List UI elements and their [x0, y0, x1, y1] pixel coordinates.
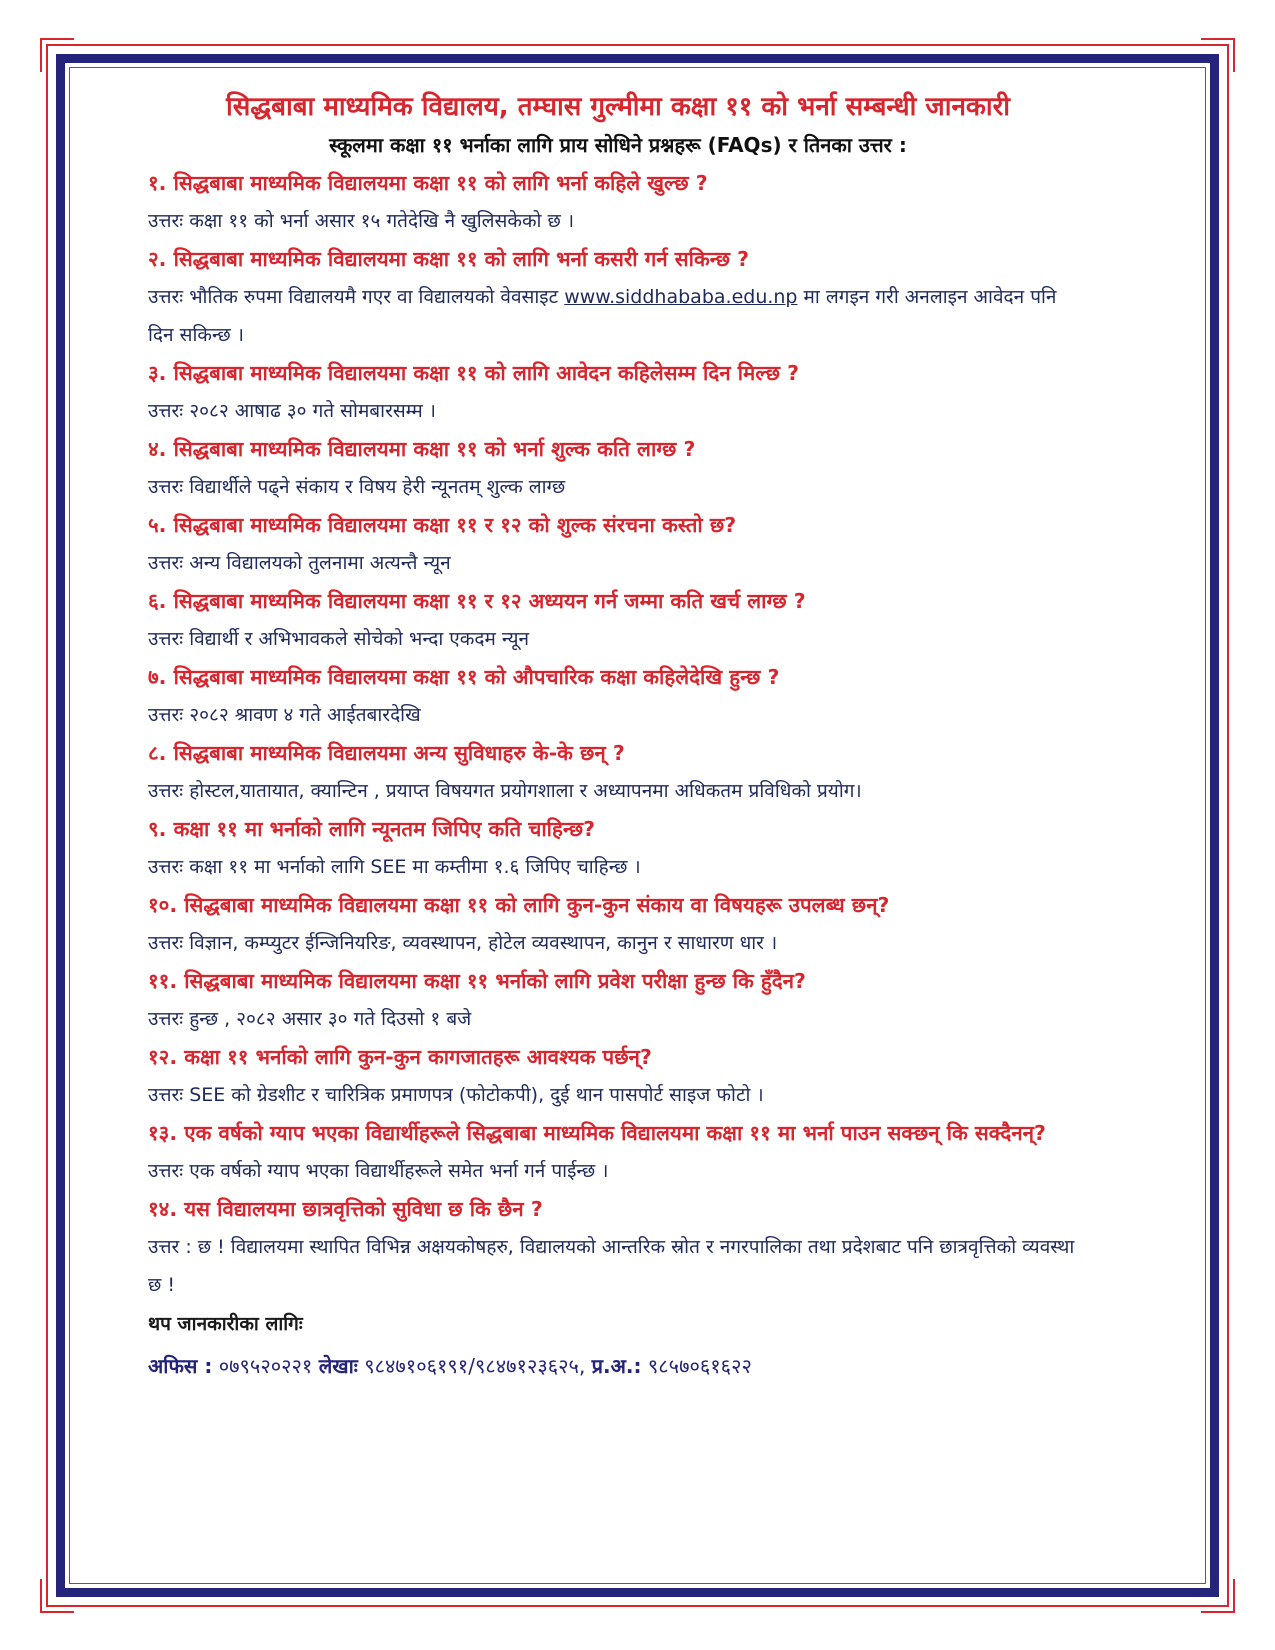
headteacher-label: प्र.अ.: [591, 1354, 642, 1378]
faq-answer-text: उत्तरः भौतिक रुपमा विद्यालयमै गएर वा विद्यालयको वेवसाइट [148, 286, 565, 308]
faq-answer: उत्तरः SEE को ग्रेडशीट र चारित्रिक प्रमाणपत्र (फोटोकपी), दुई थान पासपोर्ट साइज फोटो । [148, 1084, 764, 1106]
faq-answer: उत्तरः २०८२ आषाढ ३० गते सोमबारसम्म । [148, 400, 436, 422]
faq-answer: उत्तरः एक वर्षको ग्याप भएका विद्यार्थीहरूले समेत भर्ना गर्न पाईन्छ । [148, 1160, 609, 1182]
faq-answer: उत्तरः अन्य विद्यालयको तुलनामा अत्यन्तै न्यून [148, 552, 451, 574]
faq-question: २. सिद्धबाबा माध्यमिक विद्यालयमा कक्षा ११ को लागि भर्ना कसरी गर्न सकिन्छ ? [148, 247, 749, 271]
faq-answer: उत्तरः विद्यार्थी र अभिभावकले सोचेको भन्दा एकदम न्यून [148, 628, 530, 650]
faq-answer: उत्तरः २०८२ श्रावण ४ गते आईतबारदेखि [148, 704, 421, 726]
faq-question: ५. सिद्धबाबा माध्यमिक विद्यालयमा कक्षा ११ र १२ को शुल्क संरचना कस्तो छ? [148, 513, 737, 537]
accounts-label: लेखाः [318, 1354, 358, 1378]
faq-question: ९. कक्षा ११ मा भर्नाको लागि न्यूनतम जिपिए कति चाहिन्छ? [148, 817, 595, 841]
more-info-heading: थप जानकारीका लागिः [148, 1313, 303, 1335]
faq-answer: उत्तरः विज्ञान, कम्प्युटर ईन्जिनियरिङ, व्यवस्थापन, होटेल व्यवस्थापन, कानुन र साधारण धार । [148, 932, 778, 954]
faq-answer: उत्तरः हुन्छ , २०८२ असार ३० गते दिउसो १ बजे [148, 1008, 472, 1030]
page-subtitle: स्कूलमा कक्षा ११ भर्नाका लागि प्राय सोधिने प्रश्नहरू (FAQs) र तिनका उत्तर : [329, 133, 907, 157]
faq-question: १०. सिद्धबाबा माध्यमिक विद्यालयमा कक्षा ११ को लागि कुन-कुन संकाय वा विषयहरू उपलब्ध छन्? [148, 893, 890, 917]
office-label: अफिस : [148, 1354, 213, 1378]
faq-question: ६. सिद्धबाबा माध्यमिक विद्यालयमा कक्षा ११ र १२ अध्ययन गर्न जम्मा कति खर्च लाग्छ ? [148, 589, 806, 613]
faq-answer: उत्तरः विद्यार्थीले पढ्ने संकाय र विषय हेरी न्यूनतम् शुल्क लाग्छ [148, 476, 566, 498]
contact-line [148, 1344, 1088, 1388]
faq-answer: उत्तरः होस्टल,यातायात, क्यान्टिन , प्रयाप्त विषयगत प्रयोगशाला र अध्यापनमा अधिकतम प्रविधिको प्रयोग। [148, 780, 862, 802]
faq-answer [148, 278, 1088, 354]
border-corner-ornament [1201, 1579, 1235, 1613]
faq-question: ३. सिद्धबाबा माध्यमिक विद्यालयमा कक्षा ११ को लागि आवेदन कहिलेसम्म दिन मिल्छ ? [148, 361, 799, 385]
faq-question: ११. सिद्धबाबा माध्यमिक विद्यालयमा कक्षा ११ भर्नाको लागि प्रवेश परीक्षा हुन्छ कि हुँदैन? [148, 969, 806, 993]
faq-question: ४. सिद्धबाबा माध्यमिक विद्यालयमा कक्षा ११ को भर्ना शुल्क कति लाग्छ ? [148, 437, 696, 461]
website-link[interactable]: www.siddhababa.edu.np [564, 286, 798, 308]
border-corner-ornament [1201, 38, 1235, 72]
border-corner-ornament [40, 38, 74, 72]
faq-answer: उत्तर : छ ! विद्यालयमा स्थापित विभिन्न अक्षयकोषहरु, विद्यालयको आन्तरिक स्रोत र नगरपालिका तथा प्रदेशबाट पनि छात्रवृत्तिको व्यवस्था छ ! [148, 1236, 1075, 1296]
faq-question: ७. सिद्धबाबा माध्यमिक विद्यालयमा कक्षा ११ को औपचारिक कक्षा कहिलेदेखि हुन्छ ? [148, 665, 780, 689]
faq-answer: उत्तरः कक्षा ११ को भर्ना असार १५ गतेदेखि नै खुलिसकेको छ । [148, 210, 575, 232]
faq-answer-text: मा लगइन गरी अनलाइन आवेदन पनि दिन सकिन्छ । [148, 286, 1057, 346]
faq-question: १४. यस विद्यालयमा छात्रवृत्तिको सुविधा छ कि छैन ? [148, 1197, 543, 1221]
faq-question: १३. एक वर्षको ग्याप भएका विद्यार्थीहरूले सिद्धबाबा माध्यमिक विद्यालयमा कक्षा ११ मा भर्ना पाउन सक्छन् कि सक्दैनन्? [148, 1121, 1046, 1145]
faq-question: १२. कक्षा ११ भर्नाको लागि कुन-कुन कागजातहरू आवश्यक पर्छन्? [148, 1045, 652, 1069]
page-title: सिद्धबाबा माध्यमिक विद्यालय, तम्घास गुल्मीमा कक्षा ११ को भर्ना सम्बन्धी जानकारी [226, 92, 1010, 122]
border-corner-ornament [40, 1579, 74, 1613]
office-phone: ०७९५२०२२१ [212, 1354, 319, 1378]
faq-question: ८. सिद्धबाबा माध्यमिक विद्यालयमा अन्य सुविधाहरु के-के छन् ? [148, 741, 625, 765]
document-body [148, 86, 1088, 1388]
headteacher-phone: ९८५७०६१६२२ [641, 1354, 752, 1378]
faq-answer: उत्तरः कक्षा ११ मा भर्नाको लागि SEE मा कम्तीमा १.६ जिपिए चाहिन्छ । [148, 856, 641, 878]
accounts-phone: ९८४७१०६१९१/९८४७१२३६२५, [357, 1354, 592, 1378]
faq-question: १. सिद्धबाबा माध्यमिक विद्यालयमा कक्षा ११ को लागि भर्ना कहिले खुल्छ ? [148, 171, 708, 195]
